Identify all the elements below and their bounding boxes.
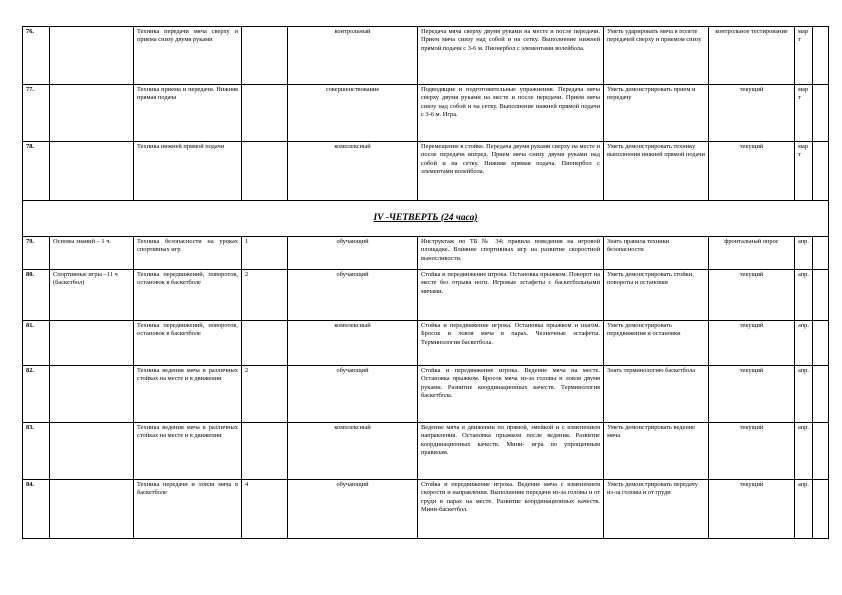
cell-section [50,27,134,85]
cell-type: комплексный [288,142,418,201]
cell-section [50,321,134,366]
cell-req: Уметь демонстрировать прием и передачу [604,85,709,142]
cell-req: Уметь демонстрировать технику выполнения нижней прямой подачи [604,142,709,201]
quarter-row [23,201,829,237]
cell-num: 80. [23,270,50,321]
cell-type: комплексный [288,321,418,366]
table-row [23,85,829,142]
cell-section [50,142,134,201]
table-row [23,237,829,270]
cell-extra [813,480,829,539]
cell-hours [242,321,288,366]
cell-hours [242,27,288,85]
table-body-top [23,27,829,201]
cell-date: март [795,142,813,201]
cell-req: Уметь демонстрировать ведение мяча [604,423,709,480]
table-row [23,321,829,366]
cell-req: Уметь демонстрировать передачу из-за головы и от груди [604,480,709,539]
cell-topic: Техника передвижений, поворотов, остановок в баскетболе [134,321,242,366]
cell-content: Подводящие и подготовительные упражнения. Передача мяча сверху двумя руками на месте и после передачи. Прием мяча снизу над собой и на сетку. Выполнение нижней прямой подачи с 3-6 м. Игра. [418,85,604,142]
cell-topic: Техника приема и передачи. Нижняя прямая подача [134,85,242,142]
cell-topic: Техника передвижений, поворотов, остановок в баскетболе [134,270,242,321]
cell-topic: Техника безопасности на уроках спортивных игр [134,237,242,270]
cell-control: контрольное тестирование [709,27,795,85]
cell-extra [813,237,829,270]
cell-extra [813,270,829,321]
cell-hours: 4 [242,480,288,539]
cell-type: контрольный [288,27,418,85]
cell-num: 79. [23,237,50,270]
quarter-cell [23,201,829,237]
cell-extra [813,366,829,423]
cell-control: текущий [709,480,795,539]
cell-req: Уметь ударировать мяча в полете передачей сверху и приемом снизу [604,27,709,85]
cell-section [50,423,134,480]
table-row [23,480,829,539]
cell-section [50,480,134,539]
cell-control: фронтальный опрос [709,237,795,270]
cell-type: совершенствование [288,85,418,142]
cell-control: текущий [709,366,795,423]
cell-content: Ведение мяча в движении по прямой, змейкой и с изменением направления. Остановка прыжком после ведения. Развитие координационных качеств. Мини- игра по упрощенным правилам. [418,423,604,480]
cell-control: текущий [709,423,795,480]
cell-control: текущий [709,85,795,142]
table-body-bottom [23,237,829,539]
cell-extra [813,321,829,366]
cell-section [50,366,134,423]
cell-content: Перемещение в стойке. Передача двумя руками сверху на месте и после передачи вперед. Прием мяча снизу двумя руками над собой и на сетку. Нижняя прямая подача. Пионербол с элементами волейбола. [418,142,604,201]
cell-date: апр. [795,237,813,270]
cell-date: март [795,27,813,85]
cell-topic: Техника ведения мяча в различных стойках на месте и в движении [134,423,242,480]
cell-date: март [795,85,813,142]
cell-type: обучающий [288,366,418,423]
cell-control: текущий [709,270,795,321]
cell-type: обучающий [288,237,418,270]
table-row [23,142,829,201]
cell-section [50,85,134,142]
cell-hours [242,423,288,480]
cell-date: апр. [795,270,813,321]
table-row [23,270,829,321]
cell-topic: Техника передачи мяча сверху и приема снизу двумя руками [134,27,242,85]
table-row [23,27,829,85]
cell-date: апр. [795,366,813,423]
cell-date: апр. [795,480,813,539]
quarter-header [23,201,829,237]
cell-num: 82. [23,366,50,423]
cell-control: текущий [709,321,795,366]
cell-extra [813,27,829,85]
cell-content: Стойка и передвижение игрока. Остановка прыжком. Поворот на месте без отрыва ноги. Игровые эстафеты с баскетбольными мячами. [418,270,604,321]
cell-type: обучающий [288,480,418,539]
cell-hours: 2 [242,270,288,321]
cell-date: апр. [795,321,813,366]
cell-content: Стойка и передвижение игрока. Ведение мяча с изменением скорости и направления. Выполнение передачи из-за головы и от груди в парах на месте. Развитие координационных качеств. Мини-баскетбол. [418,480,604,539]
cell-content: Передача мяча сверху двумя руками на месте и после передачи. Прием мяча снизу над собой и на сетку. Выполнение нижней прямой подачи с 3-6 м. Пионербол с элементами волейбола. [418,27,604,85]
cell-req: Знать правила техники безопасности [604,237,709,270]
cell-extra [813,423,829,480]
cell-num: 81. [23,321,50,366]
cell-type: обучающий [288,270,418,321]
table-row [23,423,829,480]
lesson-plan-table [22,26,829,539]
cell-hours [242,142,288,201]
cell-num: 78. [23,142,50,201]
cell-num: 83. [23,423,50,480]
table-row [23,366,829,423]
cell-extra [813,142,829,201]
cell-topic: Техника нижней прямой подачи [134,142,242,201]
cell-req: Уметь демонстрировать передвижения и остановки [604,321,709,366]
cell-section: Основы знаний – 1 ч. [50,237,134,270]
cell-section: Спортивные игры –11 ч (баскетбол) [50,270,134,321]
quarter-title: IV -ЧЕТВЕРТЬ (24 часа) [373,212,478,223]
cell-type: комплексный [288,423,418,480]
cell-req: Знать терминологию баскетбола [604,366,709,423]
cell-req: Уметь демонстрировать стойки, повороты и остановки [604,270,709,321]
cell-content: Стойка и передвижение игрока. Остановка прыжком и шагом. Бросок и ловля мяча в парах. Челночные эстафеты. Терминология баскетбола. [418,321,604,366]
cell-hours: 2 [242,366,288,423]
cell-num: 77. [23,85,50,142]
cell-hours: 1 [242,237,288,270]
cell-topic: Техника передачи и ловли мяча в баскетболе [134,480,242,539]
cell-hours [242,85,288,142]
cell-num: 84. [23,480,50,539]
cell-content: Стойка и передвижение игрока. Ведение мяча на месте. Остановка прыжком. Бросок мяча из-за головы и ловля двумя руками. Развитие координационных качеств. Терминология баскетбола. [418,366,604,423]
cell-content: Инструктаж по ТБ № 34; правила поведения на игровой площадке. Влияние спортивных игр на развитие скоростной выносливости. [418,237,604,270]
cell-control: текущий [709,142,795,201]
cell-extra [813,85,829,142]
cell-topic: Техника ведения мяча в различных стойках на месте и в движении [134,366,242,423]
cell-num: 76. [23,27,50,85]
cell-date: апр. [795,423,813,480]
